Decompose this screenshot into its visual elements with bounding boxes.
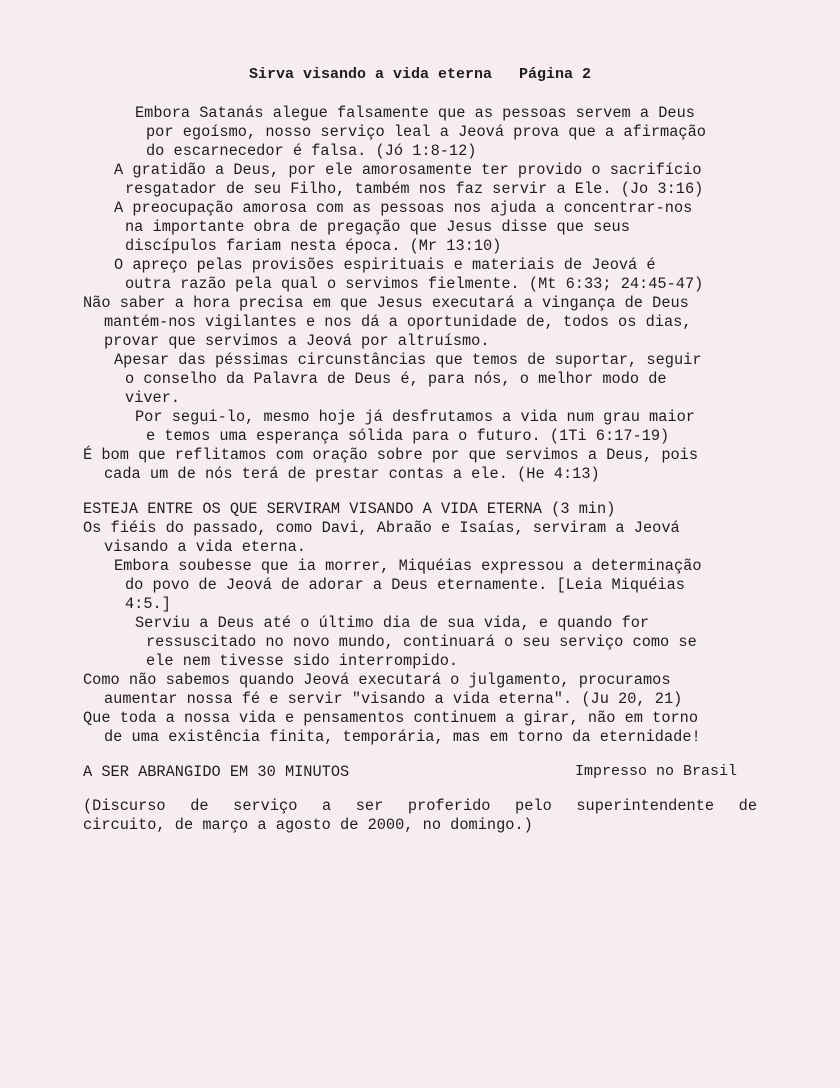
page-title (0, 66, 840, 83)
text-line: visando a vida eterna. (104, 538, 306, 556)
text-line: Serviu a Deus até o último dia de sua vida, e quando for (135, 614, 650, 632)
section-heading: ESTEJA ENTRE OS QUE SERVIRAM VISANDO A VIDA ETERNA (3 min) (83, 500, 616, 518)
text-line: provar que servimos a Jeová por altruísmo. (104, 332, 490, 350)
text-line: resgatador de seu Filho, também nos faz servir a Ele. (Jo 3:16) (125, 180, 704, 198)
text-line: mantém-nos vigilantes e nos dá a oportunidade de, todos os dias, (104, 313, 692, 331)
text-line: A preocupação amorosa com as pessoas nos ajuda a concentrar-nos (114, 199, 693, 217)
text-line: É bom que reflitamos com oração sobre por que servimos a Deus, pois (83, 446, 699, 464)
text-line: Os fiéis do passado, como Davi, Abraão e Isaías, serviram a Jeová (83, 519, 680, 537)
text-line: 4:5.] (125, 595, 171, 613)
text-line: cada um de nós terá de prestar contas a ele. (He 4:13) (104, 465, 600, 483)
text-line: Que toda a nossa vida e pensamentos continuem a girar, não em torno (83, 709, 699, 727)
text-line: e temos uma esperança sólida para o futuro. (1Ti 6:17-19) (146, 427, 670, 445)
text-line: do povo de Jeová de adorar a Deus eternamente. [Leia Miquéias (125, 576, 685, 594)
text-line: Por segui-lo, mesmo hoje já desfrutamos a vida num grau maior (135, 408, 695, 426)
text-line: discípulos fariam nesta época. (Mr 13:10) (125, 237, 502, 255)
text-line: Embora Satanás alegue falsamente que as pessoas servem a Deus (135, 104, 695, 122)
text-line: ressuscitado no novo mundo, continuará o seu serviço como se (146, 633, 697, 651)
text-line: na importante obra de pregação que Jesus disse que seus (125, 218, 630, 236)
footer-coverage: A SER ABRANGIDO EM 30 MINUTOS (83, 763, 350, 781)
text-line: do escarnecedor é falsa. (Jó 1:8-12) (146, 142, 477, 160)
text-line: O apreço pelas provisões espirituais e materiais de Jeová é (114, 256, 656, 274)
title-text: Sirva visando a vida eterna (248, 66, 492, 83)
text-line: A gratidão a Deus, por ele amorosamente ter provido o sacrifício (114, 161, 702, 179)
footer-note-line: circuito, de março a agosto de 2000, no domingo.) (83, 816, 533, 834)
text-line: Embora soubesse que ia morrer, Miquéias expressou a determinação (114, 557, 702, 575)
text-line: aumentar nossa fé e servir "visando a vida eterna". (Ju 20, 21) (104, 690, 683, 708)
text-line: por egoísmo, nosso serviço leal a Jeová prova que a afirmação (146, 123, 706, 141)
text-line: o conselho da Palavra de Deus é, para nós, o melhor modo de (125, 370, 667, 388)
page-number: Página 2 (519, 66, 592, 83)
text-line: Como não sabemos quando Jeová executará o julgamento, procuramos (83, 671, 671, 689)
text-line: viver. (125, 389, 181, 407)
text-line: ele nem tivesse sido interrompido. (146, 652, 459, 670)
text-line: de uma existência finita, temporária, mas em torno da eternidade! (104, 728, 701, 746)
text-line: Não saber a hora precisa em que Jesus executará a vingança de Deus (83, 294, 689, 312)
footer-printed: Impresso no Brasil (575, 763, 738, 780)
text-line: Apesar das péssimas circunstâncias que temos de suportar, seguir (114, 351, 702, 369)
footer-note-line: (Discurso de serviço a ser proferido pelo superintendente de (83, 797, 757, 815)
text-line: outra razão pela qual o servimos fielmente. (Mt 6:33; 24:45-47) (125, 275, 704, 293)
